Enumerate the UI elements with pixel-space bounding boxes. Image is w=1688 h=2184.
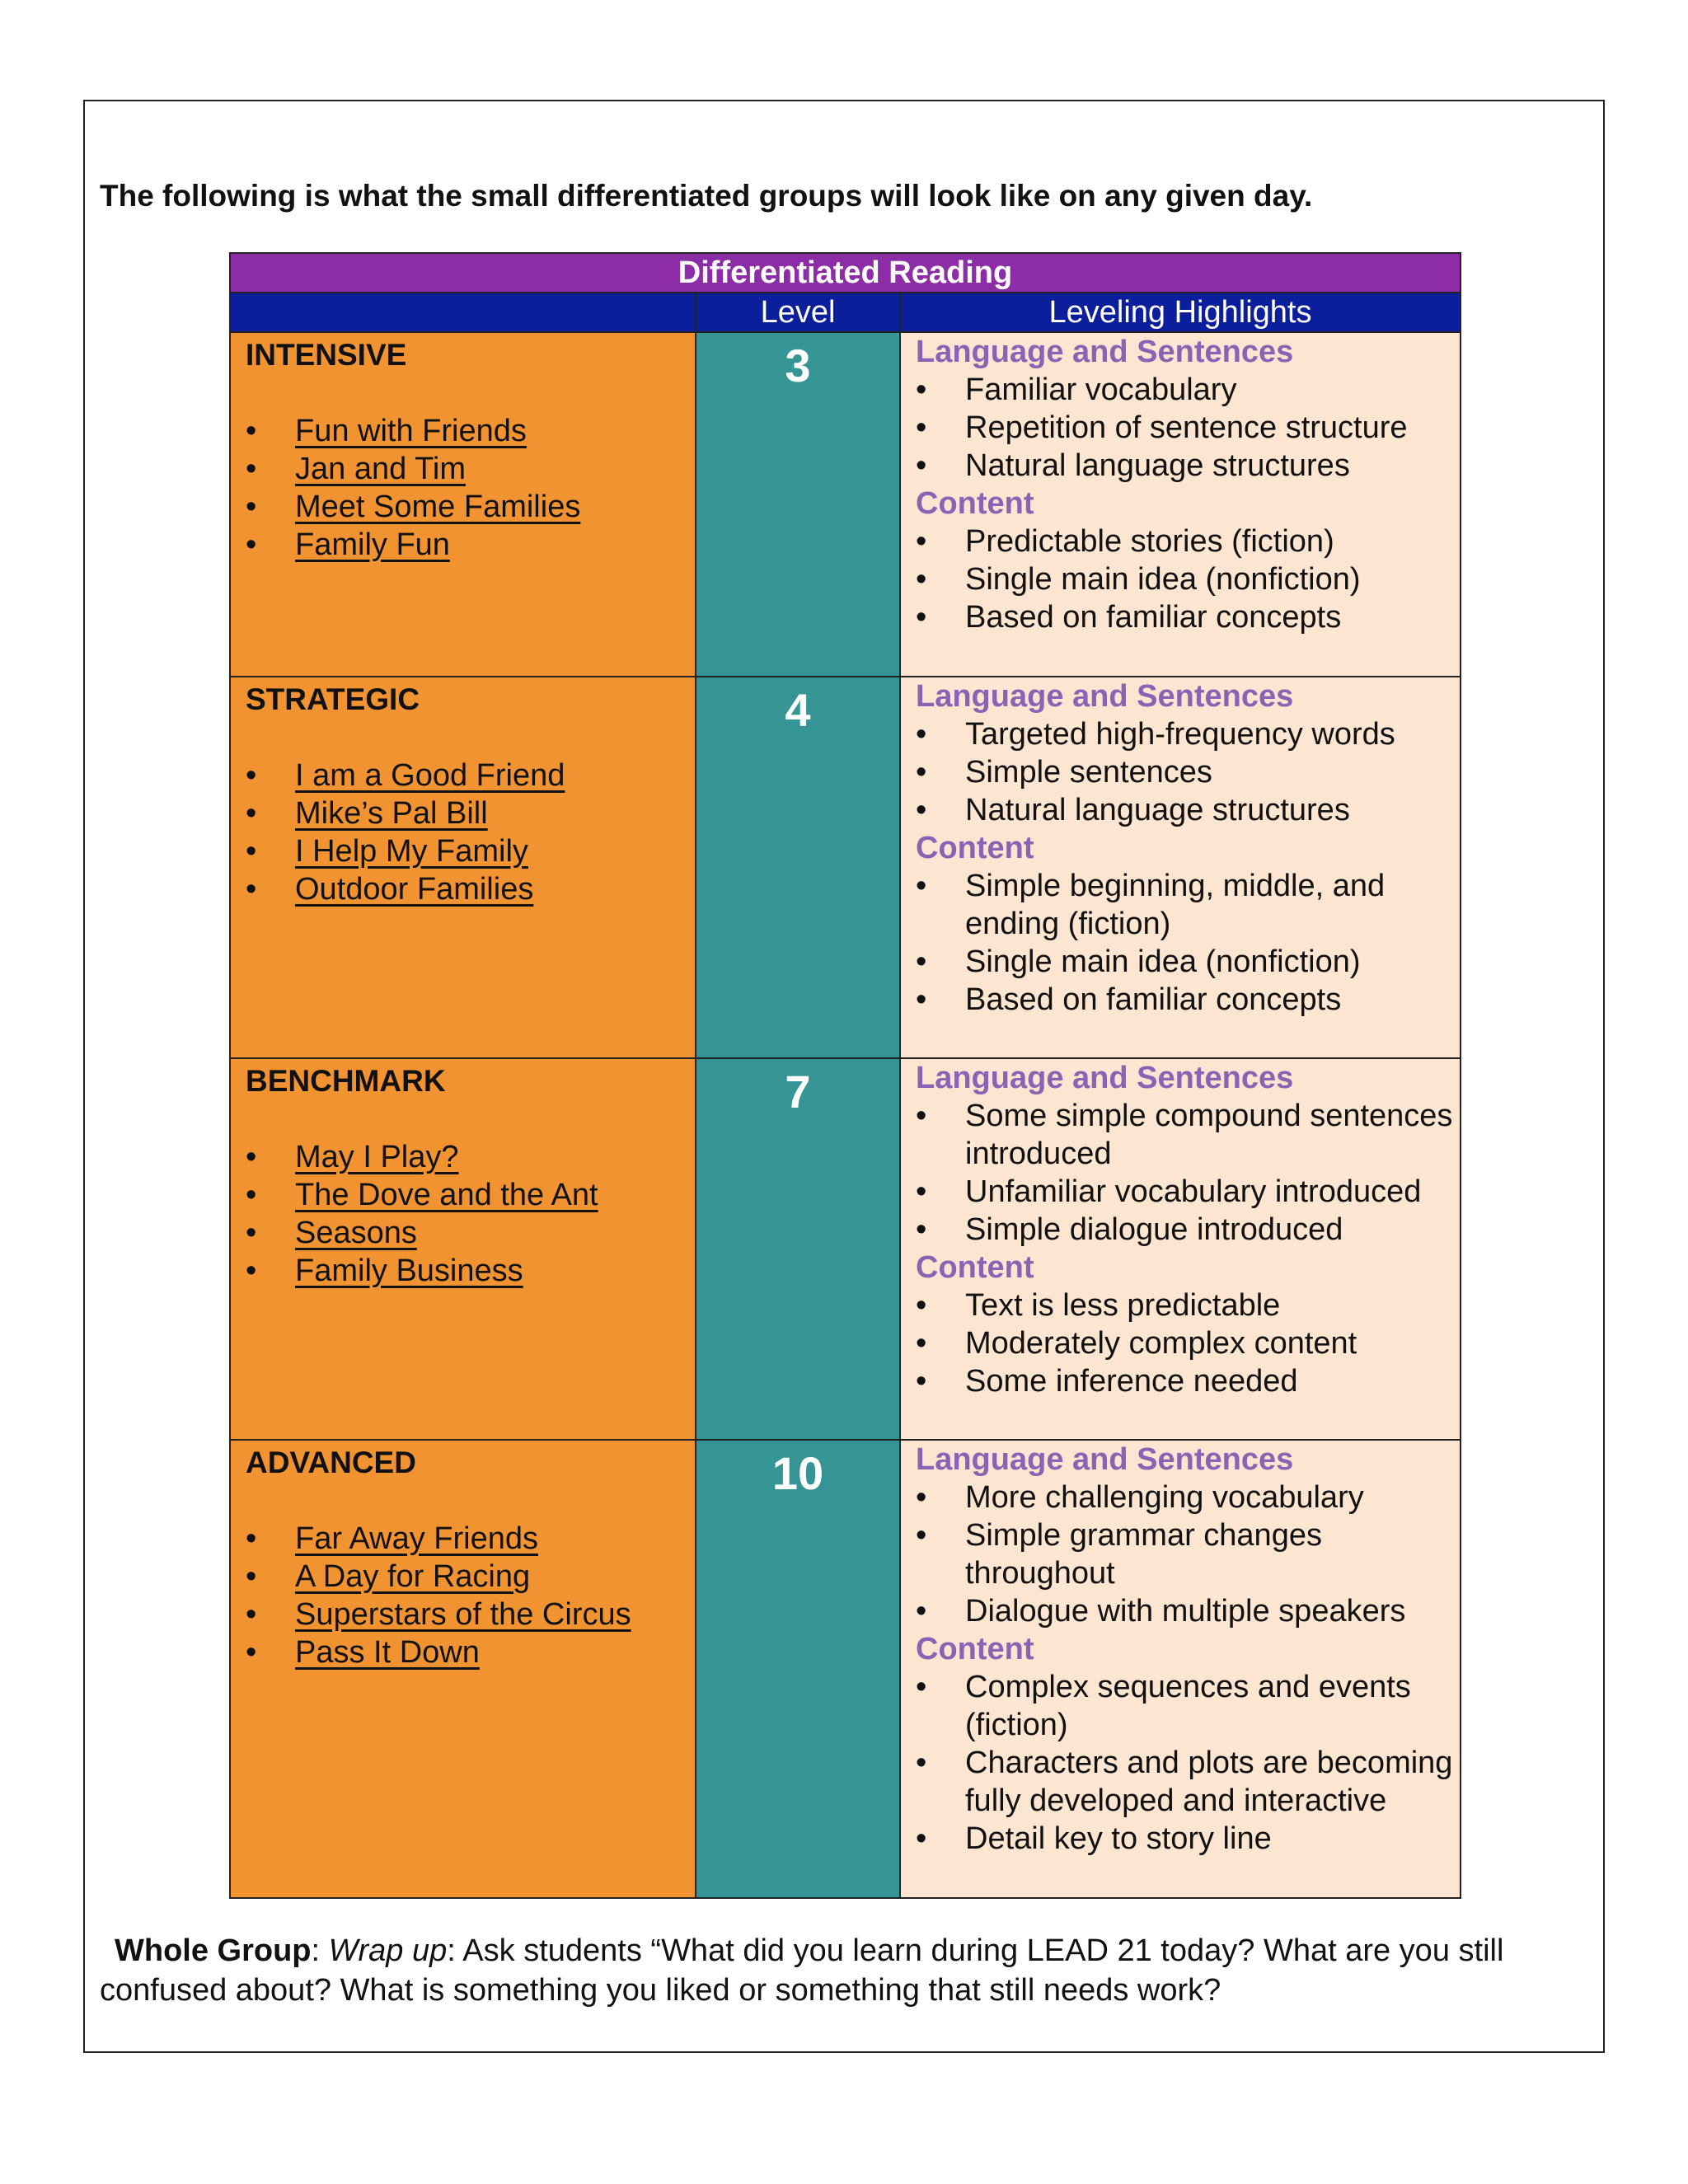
list-item: • Natural language structures <box>916 447 1460 485</box>
table-row <box>230 332 1461 677</box>
book-link[interactable]: Family Business <box>295 1254 523 1288</box>
content-list <box>916 1668 1460 1858</box>
list-item: • Repetition of sentence structure <box>916 409 1460 447</box>
list-item: • Characters and plots are becoming fully developed and interactive <box>916 1744 1460 1820</box>
colon: : <box>311 1933 329 1968</box>
book-link[interactable]: I am a Good Friend <box>295 758 565 793</box>
list-item: • Unfamiliar vocabulary introduced <box>916 1173 1460 1211</box>
highlights-cell <box>900 332 1461 677</box>
list-item: • Dialogue with multiple speakers <box>916 1592 1460 1630</box>
book-link[interactable]: Outdoor Families <box>295 872 534 907</box>
book-item[interactable] <box>246 832 680 870</box>
book-item[interactable] <box>246 488 680 526</box>
list-item: • Single main idea (nonfiction) <box>916 943 1460 981</box>
differentiated-reading-table <box>229 252 1461 1899</box>
col-header-highlights: Leveling Highlights <box>900 293 1461 332</box>
table-title: Differentiated Reading <box>230 253 1461 293</box>
whole-group-label: Whole Group <box>115 1933 312 1968</box>
group-cell <box>230 1058 696 1440</box>
wrap-up-text: : Ask students “What did you learn during LEAD 21 today? What are you still confused about? What is something you liked or something that still needs work? <box>100 1933 1504 2008</box>
table-row <box>230 677 1461 1058</box>
book-link[interactable]: Fun with Friends <box>295 414 527 448</box>
book-item[interactable] <box>246 1176 680 1214</box>
language-list <box>916 1097 1460 1249</box>
whole-group-paragraph <box>100 1931 1583 2010</box>
highlights-cell <box>900 1058 1461 1440</box>
list-item: • Single main idea (nonfiction) <box>916 560 1460 598</box>
list-item: • Predictable stories (fiction) <box>916 523 1460 560</box>
list-item: • Some inference needed <box>916 1362 1460 1400</box>
list-item: • Complex sequences and events (fiction) <box>916 1668 1460 1744</box>
highlights-cell <box>900 677 1461 1058</box>
level-number: 7 <box>696 1058 900 1440</box>
book-item[interactable] <box>246 1252 680 1290</box>
book-list <box>246 1138 680 1290</box>
content-list <box>916 523 1460 636</box>
group-cell <box>230 1440 696 1898</box>
content-list <box>916 867 1460 1019</box>
book-link[interactable]: Superstars of the Circus <box>295 1597 631 1632</box>
content-heading: Content <box>916 1250 1034 1285</box>
group-cell <box>230 677 696 1058</box>
wrap-up-label: Wrap up <box>328 1933 448 1968</box>
book-link[interactable]: Seasons <box>295 1216 417 1250</box>
book-item[interactable] <box>246 794 680 832</box>
language-list <box>916 371 1460 485</box>
language-list <box>916 715 1460 829</box>
book-link[interactable]: Far Away Friends <box>295 1521 538 1556</box>
book-item[interactable] <box>246 1520 680 1558</box>
language-list <box>916 1479 1460 1630</box>
language-heading: Language and Sentences <box>916 1061 1294 1095</box>
language-heading: Language and Sentences <box>916 679 1294 714</box>
book-item[interactable] <box>246 757 680 794</box>
list-item: • Simple beginning, middle, and ending (fiction) <box>916 867 1460 943</box>
list-item: • Simple sentences <box>916 753 1460 791</box>
book-link[interactable]: Pass It Down <box>295 1635 480 1670</box>
book-list <box>246 757 680 908</box>
book-list <box>246 1520 680 1671</box>
list-item: • Moderately complex content <box>916 1324 1460 1362</box>
book-item[interactable] <box>246 412 680 450</box>
list-item: • Based on familiar concepts <box>916 598 1460 636</box>
list-item: • Text is less predictable <box>916 1286 1460 1324</box>
book-link[interactable]: May I Play? <box>295 1140 459 1174</box>
book-item[interactable] <box>246 1596 680 1633</box>
list-item: • More challenging vocabulary <box>916 1479 1460 1516</box>
book-item[interactable] <box>246 1138 680 1176</box>
group-name: STRATEGIC <box>246 682 420 716</box>
col-header-group <box>230 293 696 332</box>
book-list <box>246 412 680 564</box>
book-link[interactable]: Mike’s Pal Bill <box>295 796 488 831</box>
book-item[interactable] <box>246 1633 680 1671</box>
level-number: 4 <box>696 677 900 1058</box>
content-heading: Content <box>916 486 1034 521</box>
level-number: 3 <box>696 332 900 677</box>
book-item[interactable] <box>246 1214 680 1252</box>
group-name: ADVANCED <box>246 1446 416 1479</box>
book-link[interactable]: Jan and Tim <box>295 452 466 486</box>
group-name: BENCHMARK <box>246 1064 446 1098</box>
list-item: • Simple grammar changes throughout <box>916 1516 1460 1592</box>
book-item[interactable] <box>246 870 680 908</box>
col-header-level: Level <box>696 293 900 332</box>
language-heading: Language and Sentences <box>916 335 1294 369</box>
list-item: • Detail key to story line <box>916 1820 1460 1858</box>
level-number: 10 <box>696 1440 900 1898</box>
list-item: • Natural language structures <box>916 791 1460 829</box>
table-row <box>230 1440 1461 1898</box>
book-link[interactable]: Family Fun <box>295 527 450 562</box>
highlights-cell <box>900 1440 1461 1898</box>
language-heading: Language and Sentences <box>916 1442 1294 1477</box>
list-item: • Familiar vocabulary <box>916 371 1460 409</box>
group-name: INTENSIVE <box>246 338 407 372</box>
book-item[interactable] <box>246 526 680 564</box>
book-link[interactable]: Meet Some Families <box>295 490 581 524</box>
list-item: • Some simple compound sentences introduced <box>916 1097 1460 1173</box>
content-list <box>916 1286 1460 1400</box>
book-item[interactable] <box>246 450 680 488</box>
content-heading: Content <box>916 831 1034 865</box>
book-link[interactable]: A Day for Racing <box>295 1559 531 1594</box>
book-link[interactable]: The Dove and the Ant <box>295 1178 598 1212</box>
intro-heading: The following is what the small differentiated groups will look like on any given day. <box>100 179 1313 213</box>
table-row <box>230 1058 1461 1440</box>
list-item: • Targeted high-frequency words <box>916 715 1460 753</box>
group-cell <box>230 332 696 677</box>
book-link[interactable]: I Help My Family <box>295 834 528 869</box>
content-heading: Content <box>916 1632 1034 1666</box>
book-item[interactable] <box>246 1558 680 1596</box>
list-item: • Simple dialogue introduced <box>916 1211 1460 1249</box>
list-item: • Based on familiar concepts <box>916 981 1460 1019</box>
